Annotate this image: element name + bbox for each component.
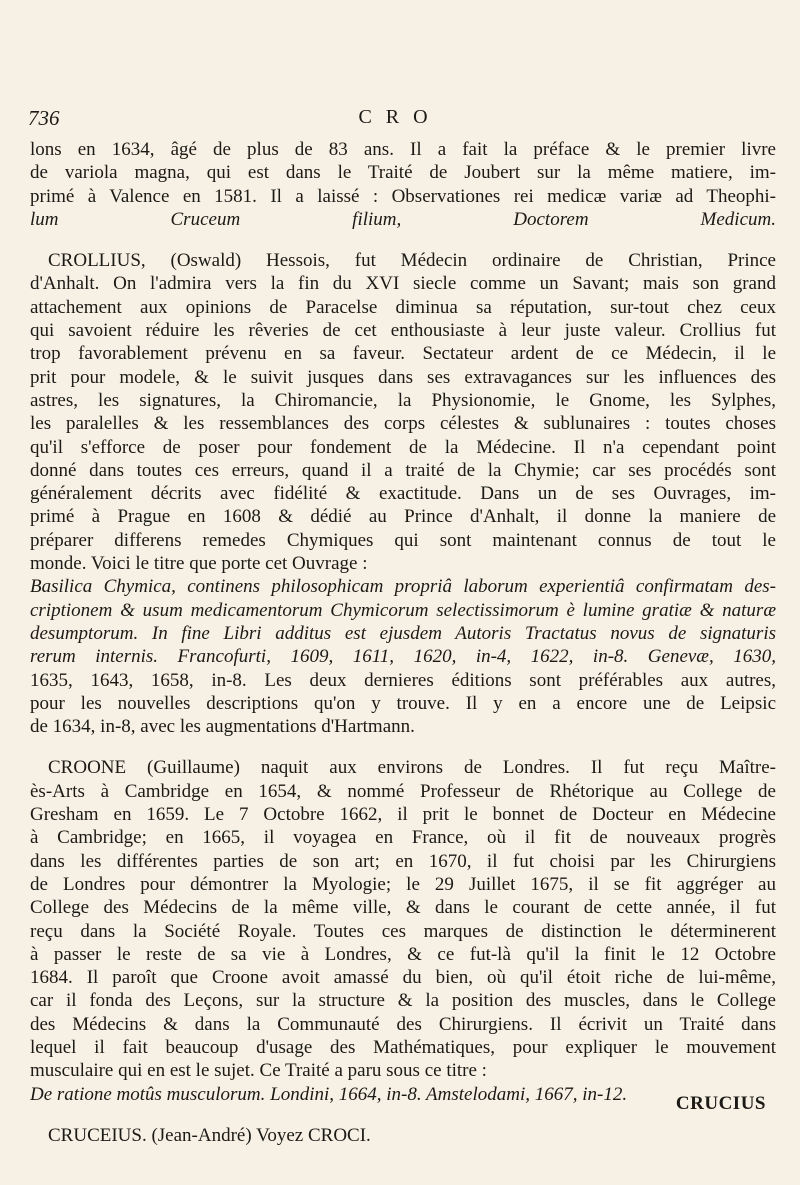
text-line: à Cambridge; en 1665, il voyagea en France, où il fit de nouveaux progrès <box>30 827 776 849</box>
text-line: car il fonda des Leçons, sur la structure & la position des muscles, dans le College <box>30 990 776 1012</box>
text-line: de 1634, in-8, avec les augmentations d'Hartmann. <box>30 716 415 738</box>
text-line: à passer le reste de sa vie à Londres, & ce fut-là qu'il la finit le 12 Octobre <box>30 943 776 965</box>
text-line: préparer differens remedes Chymiques qui sont maintenant connus de tout le <box>30 529 776 551</box>
text-line: ès-Arts à Cambridge en 1654, & nommé Professeur de Rhétorique au College de <box>30 780 776 802</box>
text-line: donné dans toutes ces erreurs, quand il a traité de la Chymie; car ses procédés sont <box>30 459 776 481</box>
text-line: dans les différentes parties de son art; en 1670, il fut choisi par les Chirurgiens <box>30 850 776 872</box>
text-line: généralement décrits avec fidélité & exactitude. Dans un de ses Ouvrages, im- <box>30 483 776 505</box>
text-line: primé à Valence en 1581. Il a laissé : Observationes rei medicæ variæ ad Theophi- <box>30 185 776 207</box>
text-line: pour les nouvelles descriptions qu'on y trouve. Il y en a encore une de Leipsic <box>30 692 776 714</box>
text-line: musculaire qui en est le sujet. Ce Traité a paru sous ce titre : <box>30 1060 487 1082</box>
text-line: CROLLIUS, (Oswald) Hessois, fut Médecin ordinaire de Christian, Prince <box>48 250 776 272</box>
text-line: 1684. Il paroît que Croone avoit amassé du bien, où qu'il étoit riche de lui-même, <box>30 967 776 989</box>
text-line: qu'il s'efforce de poser pour fondement de la Médecine. Il n'a cependant point <box>30 436 776 458</box>
text-line: attachement aux opinions de Paracelse diminua sa réputation, sur-tout chez ceux <box>30 296 776 318</box>
text-line: CRUCEIUS. (Jean-André) Voyez CROCI. <box>48 1124 371 1146</box>
text-line: 1635, 1643, 1658, in-8. Les deux dernieres éditions sont préférables aux autres, <box>30 669 776 691</box>
page-number: 736 <box>28 106 60 130</box>
paragraph-gap <box>30 231 776 249</box>
text-line: lequel il fait beaucoup d'usage des Mathématiques, pour expliquer le mouvement <box>30 1036 776 1058</box>
text-line: rerum internis. Francofurti, 1609, 1611, 1620, in-4, 1622, in-8. Genevæ, 1630, <box>30 646 776 668</box>
text-line: de Londres pour démontrer la Myologie; le 29 Juillet 1675, il se fit aggréger au <box>30 873 776 895</box>
paragraph <box>30 1124 776 1147</box>
text-line: monde. Voici le titre que porte cet Ouvrage : <box>30 553 368 575</box>
text-line: Basilica Chymica, continens philosophicam propriâ laborum experientiâ confirmatam des- <box>30 576 776 598</box>
text-line: primé à Prague en 1608 & dédié au Prince d'Anhalt, il donne la maniere de <box>30 506 776 528</box>
text-line: reçu dans la Société Royale. Toutes ces marques de distinction le déterminerent <box>30 920 776 942</box>
text-line: prit pour modele, & le suivit jusques dans ses extravagances sur les influences des <box>30 366 776 388</box>
paragraph <box>30 138 776 231</box>
catchword: CRUCIUS <box>675 1093 766 1114</box>
text-line: qui savoient réduire les rêveries de cet enthousiaste à leur juste valeur. Crollius fut <box>30 320 776 342</box>
text-line: desumptorum. In fine Libri additus est ejusdem Autoris Tractatus novus de signaturis <box>30 622 776 644</box>
paragraph-gap <box>30 738 776 756</box>
paragraph <box>30 756 776 1105</box>
text-line: criptionem & usum medicamentorum Chymicorum selectissimorum è lumine gratiæ & naturæ <box>30 599 776 621</box>
text-line: les paralelles & les ressemblances des corps célestes & sublunaires : toutes choses <box>30 413 776 435</box>
text-line: College des Médecins de la même ville, & dans le courant de cette année, il fut <box>30 897 776 919</box>
paragraph-gap <box>30 1106 776 1124</box>
text-line: de variola magna, qui est dans le Traité de Joubert sur la même matiere, im- <box>30 162 776 184</box>
body-text <box>30 138 776 1147</box>
text-line: lons en 1634, âgé de plus de 83 ans. Il a fait la préface & le premier livre <box>30 139 776 160</box>
text-line: des Médecins & dans la Communauté des Chirurgiens. Il écrivit un Traité dans <box>30 1013 776 1035</box>
text-line: Gresham en 1659. Le 7 Octobre 1662, il prit le bonnet de Docteur en Médecine <box>30 804 776 826</box>
text-line: lum Cruceum filium, Doctorem Medicum. <box>30 208 776 230</box>
text-line: De ratione motûs musculorum. Londini, 1664, in-8. Amstelodami, 1667, in-12. <box>30 1083 628 1105</box>
running-head: CRO <box>358 106 442 128</box>
text-line: trop favorablement prévenu en sa faveur. Sectateur ardent de ce Médecin, il le <box>30 343 776 365</box>
paragraph <box>30 249 776 738</box>
text-line: CROONE (Guillaume) naquit aux environs de Londres. Il fut reçu Maître- <box>48 757 776 779</box>
text-line: astres, les signatures, la Chiromancie, la Physionomie, le Gnome, les Sylphes, <box>30 389 776 411</box>
page-header <box>0 106 800 130</box>
text-line: d'Anhalt. On l'admira vers la fin du XVI siecle comme un Savant; mais son grand <box>30 273 776 295</box>
